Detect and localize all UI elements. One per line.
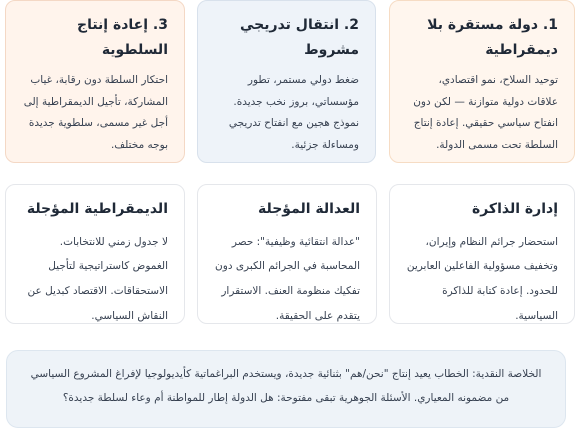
card-title: 1. دولة مستقرة بلا ديمقراطية [427,17,558,58]
scenario-card-gradual-transition [197,0,376,163]
scenario-card-authoritarian-reproduction [5,0,185,163]
card-body: توحيد السلاح، نمو اقتصادي، علاقات دولية متوازنة — لكن دون انفتاح سياسي حقيقي. إعادة إنتاج السلطة تحت مسمى الدولة. [413,74,558,151]
card-title: 2. انتقال تدريجي مشروط [240,17,359,58]
card-title: إدارة الذاكرة [471,201,558,217]
scenario-card-stable-state [389,0,575,163]
card-title: الديمقراطية المؤجلة [26,201,168,217]
card-body: لا جدول زمني للانتخابات. الغموض كاستراتيجية لتأجيل الاستحقاقات. الاقتصاد كبديل عن النقاش السياسي. [27,235,168,322]
card-title: العدالة المؤجلة [258,201,360,217]
card-body: احتكار السلطة دون رقابة، غياب المشاركة، تأجيل الديمقراطية إلى أجل غير مسمى، سلطوية جديدة بوجه مختلف. [23,74,168,151]
theme-card-memory-management [389,184,575,324]
critical-summary-box [6,350,566,428]
card-body: استحضار جرائم النظام وإيران، وتخفيف مسؤولية الفاعلين العابرين للحدود. إعادة كتابة للذاكرة السياسية. [406,235,558,322]
theme-card-deferred-justice [197,184,377,324]
card-body: ضغط دولي مستمر، تطور مؤسساتي، بروز نخب جديدة. نموذج هجين مع انفتاح تدريجي ومساءلة جزئية. [228,74,359,151]
card-title: 3. إعادة إنتاج السلطوية [76,17,168,58]
summary-text: الخلاصة النقدية: الخطاب يعيد إنتاج "نحن/هم" بثنائية جديدة، ويستخدم البراغماتية كأيديولوجيا لإفراغ المشروع السياسي من مضمونه المعياري. الأسئلة الجوهرية تبقى مفتوحة: هل الدولة إطار للمواطنة أم وعاء لسلطة جديدة؟ [30,368,542,404]
card-body: "عدالة انتقائية وظيفية": حصر المحاسبة في الجرائم الكبرى دون تفكيك منظومة العنف. الاستقرار يتقدم على الحقيقة. [215,235,360,322]
theme-card-deferred-democracy [5,184,185,324]
